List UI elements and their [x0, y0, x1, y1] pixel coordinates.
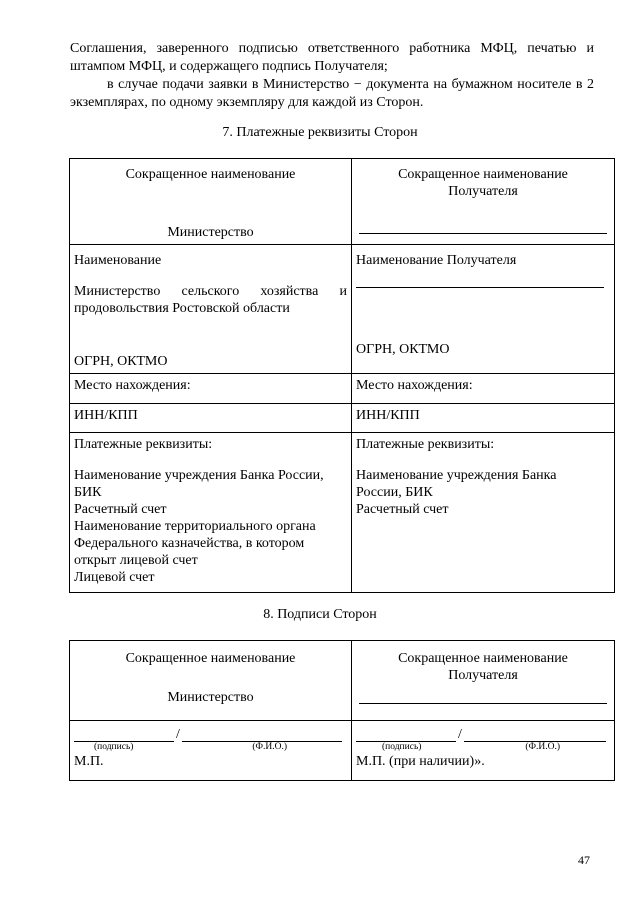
fio-field [464, 727, 606, 742]
table-row [70, 245, 615, 374]
table-row [70, 404, 615, 433]
table-row [70, 641, 615, 721]
ministry-short-name-cell [70, 159, 352, 245]
signature-field [74, 727, 174, 742]
inn-kpp-label: ИНН/КПП [356, 408, 420, 423]
short-name-label-line1: Сокращенное наименование [398, 167, 568, 182]
recipient-name-label: Наименование Получателя [356, 253, 517, 268]
short-name-label-line2: Получателя [448, 668, 518, 683]
slash-separator: / [176, 727, 180, 742]
paragraph-2: в случае подачи заявки в Министерство − документа на бумажном носителе в 2 экземплярах, по одному экземпляру для каждой из Сторон. [70, 77, 594, 110]
table-row [70, 721, 615, 781]
payment-label: Платежные реквизиты: [74, 437, 213, 452]
recipient-short-name-field [359, 684, 607, 704]
recipient-signature-cell [352, 721, 615, 781]
payment-line: Лицевой счет [74, 570, 155, 585]
payment-line: Наименование учреждения Банка России, [74, 468, 324, 483]
location-label: Место нахождения: [74, 378, 191, 393]
payment-line: Наименование учреждения Банка [356, 468, 557, 483]
payment-line: Расчетный счет [74, 502, 167, 517]
ministry-short-name-cell [70, 641, 352, 721]
recipient-short-name-cell [352, 159, 615, 245]
section-8-heading: 8. Подписи Сторон [263, 607, 377, 622]
ministry-signature-cell [70, 721, 352, 781]
signatures-table [69, 640, 615, 781]
table-row [70, 433, 615, 593]
payment-line: Федерального казначейства, в котором [74, 536, 305, 551]
stamp-label: М.П. (при наличии)». [356, 754, 485, 769]
ministry-short-name: Министерство [167, 225, 254, 240]
short-name-label-line2: Получателя [448, 184, 518, 199]
payment-line: России, БИК [356, 485, 433, 500]
signature-caption: (подпись) [94, 742, 134, 752]
fio-field [182, 727, 342, 742]
ministry-short-name: Министерство [167, 690, 254, 705]
ministry-full-name: Министерство сельского хозяйства и продовольствия Ростовской области [74, 284, 347, 316]
section-7-heading: 7. Платежные реквизиты Сторон [222, 125, 418, 140]
recipient-payment-cell [352, 433, 615, 593]
stamp-label: М.П. [74, 754, 104, 769]
short-name-label: Сокращенное наименование [125, 167, 296, 182]
recipient-name-cell [352, 245, 615, 374]
ogrn-oktmo-label: ОГРН, ОКТМО [356, 342, 450, 357]
ogrn-oktmo-label: ОГРН, ОКТМО [74, 354, 168, 369]
payment-line: Наименование территориального органа [74, 519, 316, 534]
recipient-location-cell [352, 374, 615, 404]
signature-line [74, 724, 347, 742]
recipient-name-field [356, 273, 604, 288]
page-number: 47 [578, 853, 590, 867]
ministry-name-cell [70, 245, 352, 374]
recipient-short-name-cell [352, 641, 615, 721]
signature-line [356, 724, 610, 742]
payment-details-table [69, 158, 615, 593]
fio-caption: (Ф.И.О.) [525, 742, 560, 752]
paragraph-1: Соглашения, заверенного подписью ответственного работника МФЦ, печатью и штампом МФЦ, и содержащего подпись Получателя; [70, 41, 594, 74]
ministry-inn-cell [70, 404, 352, 433]
inn-kpp-label: ИНН/КПП [74, 408, 138, 423]
payment-label: Платежные реквизиты: [356, 437, 495, 452]
signature-field [356, 727, 456, 742]
location-label: Место нахождения: [356, 378, 473, 393]
table-row [70, 374, 615, 404]
recipient-short-name-field [359, 200, 607, 234]
fio-caption: (Ф.И.О.) [252, 742, 287, 752]
slash-separator: / [458, 727, 462, 742]
short-name-label: Сокращенное наименование [125, 651, 296, 666]
table-row [70, 159, 615, 245]
ministry-location-cell [70, 374, 352, 404]
signature-captions [356, 742, 610, 753]
signature-captions [74, 742, 347, 753]
recipient-inn-cell [352, 404, 615, 433]
payment-line: Расчетный счет [356, 502, 449, 517]
payment-line: открыт лицевой счет [74, 553, 198, 568]
payment-line: БИК [74, 485, 102, 500]
ministry-payment-cell [70, 433, 352, 593]
short-name-label-line1: Сокращенное наименование [398, 651, 568, 666]
name-label: Наименование [74, 253, 162, 268]
signature-caption: (подпись) [382, 742, 422, 752]
